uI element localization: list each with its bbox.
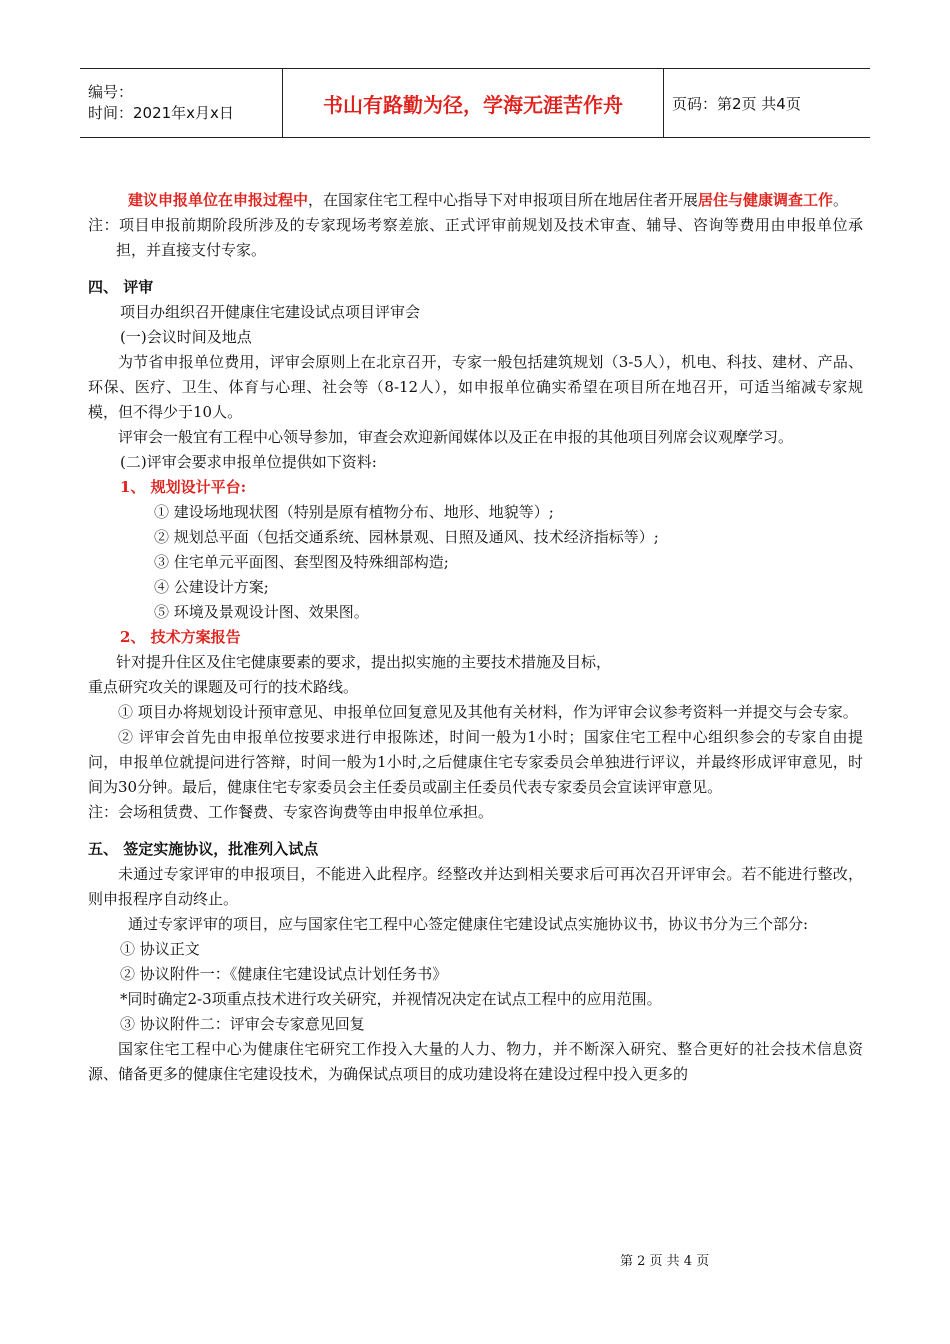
section-4-intro: 项目办组织召开健康住宅建设试点项目评审会: [120, 303, 421, 321]
section-5-paragraph: 未通过专家评审的申报项目，不能进入此程序。经整改并达到相关要求后可再次召开评审会。若不能进行整改，则申报程序自动终止。: [88, 865, 863, 908]
section-4-paragraph: 为节省申报单位费用，评审会原则上在北京召开，专家一般包括建筑规划（3-5人），机电、科技、建材、产品、环保、医疗、卫生、体育与心理、社会等（8-12人），如申报单位确实希望在项目所在地召开，可适当缩减专家规模，但不得少于10人。: [88, 353, 863, 421]
note-fees: 注：项目申报前期阶段所涉及的专家现场考察差旅、正式评审前规划及技术审查、辅导、咨询等费用由申报单位承担，并直接支付专家。: [88, 216, 863, 259]
list-item: ④ 公建设计方案;: [154, 578, 269, 596]
list-item: ⑤ 环境及景观设计图、效果图。: [154, 603, 369, 621]
list-item: ① 协议正文: [120, 940, 200, 958]
section-4-item2: 2、 技术方案报告: [120, 628, 241, 646]
list-item: ③ 住宅单元平面图、套型图及特殊细部构造;: [154, 553, 449, 571]
highlight-text: 居住与健康调查工作: [698, 191, 834, 209]
note-venue: 注：会场租赁费、工作餐费、专家咨询费等由申报单位承担。: [88, 803, 494, 821]
list-item: ② 规划总平面（包括交通系统、园林景观、日照及通风、技术经济指标等）;: [154, 528, 659, 546]
paragraph-survey: [88, 188, 863, 213]
section-5-paragraph: 通过专家评审的项目，应与国家住宅工程中心签定健康住宅建设试点实施协议书，协议书分为三个部分:: [128, 915, 809, 933]
list-item: ① 建设场地现状图（特别是原有植物分布、地形、地貌等）;: [154, 503, 554, 521]
time-label: 时间：2021年x月x日: [88, 104, 234, 122]
body-text: 。: [833, 191, 849, 209]
page-footer: 第 2 页 共 4 页: [620, 1254, 710, 1269]
section-5-title: 五、 签定实施协议，批准列入试点: [88, 840, 319, 858]
highlight-text: 建议申报单位在申报过程中: [128, 191, 309, 209]
header-meta: [80, 69, 283, 137]
section-4-paragraph: 针对提升住区及住宅健康要素的要求，提出拟实施的主要技术措施及目标，: [116, 653, 612, 671]
section-4-item1: 1、 规划设计平台:: [120, 478, 247, 496]
section-4-title: 四、 评审: [88, 278, 154, 296]
list-item-note: *同时确定2-3项重点技术进行攻关研究，并视情况决定在试点工程中的应用范围。: [120, 990, 662, 1008]
list-item: ② 协议附件一：《健康住宅建设试点计划任务书》: [120, 965, 448, 983]
body-text: ，在国家住宅工程中心指导下对申报项目所在地居住者开展: [308, 191, 699, 209]
section-4-paragraph: 重点研究攻关的课题及可行的技术路线。: [88, 678, 359, 696]
header-page-label: 页码：第2页 共4页: [672, 94, 801, 113]
section-4-sub1: (一)会议时间及地点: [120, 328, 252, 346]
page-header: [80, 68, 870, 138]
section-4-paragraph: 评审会一般宜有工程中心领导参加，审查会欢迎新闻媒体以及正在申报的其他项目列席会议观摩学习。: [118, 428, 794, 446]
section-4-paragraph: ② 评审会首先由申报单位按要求进行申报陈述，时间一般为1小时；国家住宅工程中心组织参会的专家自由提问，申报单位就提问进行答辩，时间一般为1小时,之后健康住宅专家委员会单独进行评议，并最终形成评审意见，时间为30分钟。最后，健康住宅专家委员会主任委员或副主任委员代表专家委员会宣读评审意见。: [88, 728, 863, 796]
section-5-paragraph: 国家住宅工程中心为健康住宅研究工作投入大量的人力、物力，并不断深入研究、整合更好的社会技术信息资源、储备更多的健康住宅建设技术，为确保试点项目的成功建设将在建设过程中投入更多的: [88, 1040, 863, 1083]
header-motto: 书山有路勤为径，学海无涯苦作舟: [283, 69, 664, 137]
section-4-paragraph: ① 项目办将规划设计预审意见、申报单位回复意见及其他有关材料，作为评审会议参考资料一并提交与会专家。: [118, 703, 858, 721]
number-label: 编号：: [88, 83, 134, 101]
list-item: ③ 协议附件二：评审会专家意见回复: [120, 1015, 365, 1033]
document-body: [88, 188, 863, 1087]
section-4-sub2: (二)评审会要求申报单位提供如下资料:: [120, 453, 377, 471]
